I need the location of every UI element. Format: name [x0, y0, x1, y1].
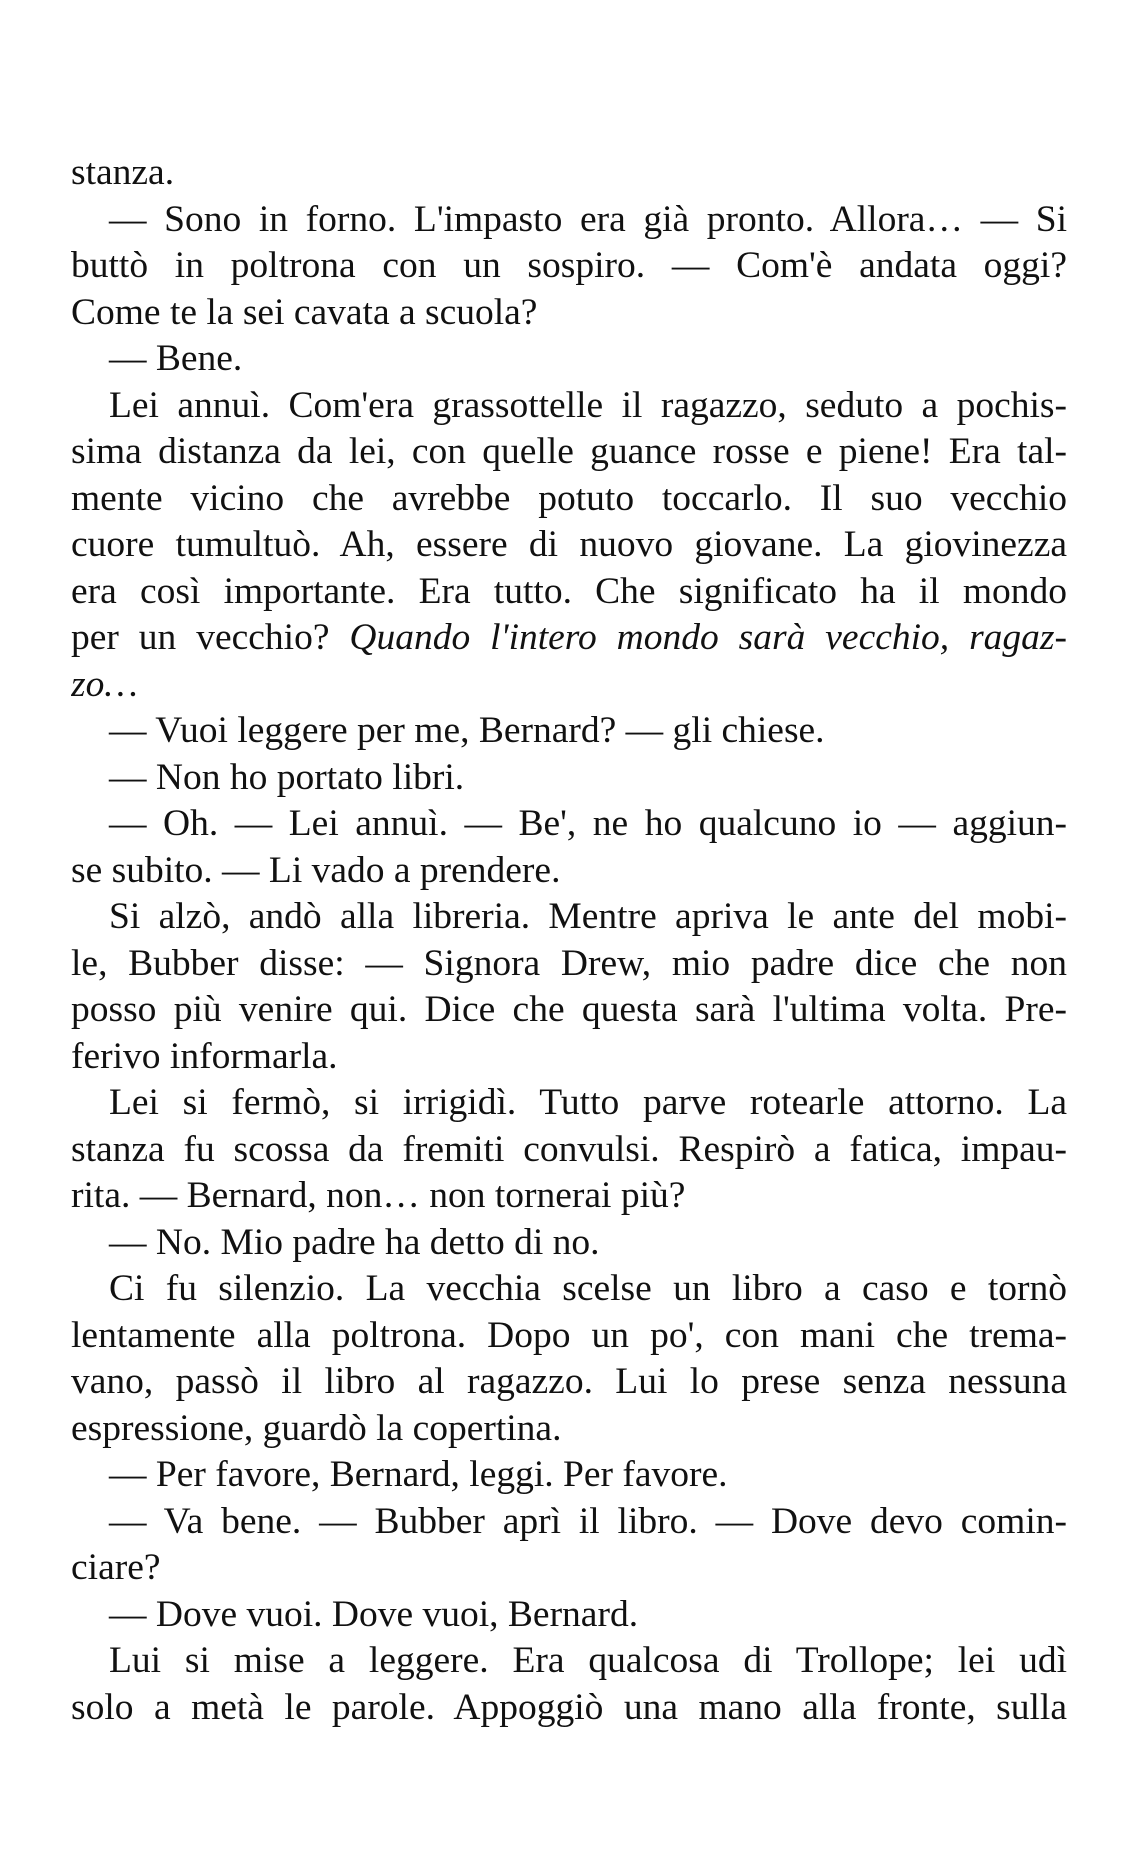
text-line: se subito. — Li vado a prendere.	[71, 849, 561, 891]
text-line: — Va bene. — Bubber aprì il libro. — Dove devo comin-	[109, 1500, 1067, 1542]
page-text	[71, 150, 1067, 1731]
text-line: era così importante. Era tutto. Che significato ha il mondo	[71, 570, 1067, 612]
text-line: — No. Mio padre ha detto di no.	[109, 1221, 600, 1263]
text-line: buttò in poltrona con un sospiro. — Com'è andata oggi?	[71, 245, 1067, 286]
text-line: le, Bubber disse: — Signora Drew, mio padre dice che non	[71, 942, 1067, 984]
text-line	[71, 662, 1067, 709]
text-line: vano, passò il libro al ragazzo. Lui lo prese senza nessuna	[71, 1361, 1067, 1402]
text-line: — Non ho portato libri.	[109, 756, 465, 798]
text-line: posso più venire qui. Dice che questa sarà l'ultima volta. Pre-	[71, 989, 1067, 1030]
text-line: stanza fu scossa da fremiti convulsi. Respirò a fatica, impau-	[71, 1128, 1067, 1170]
text-line: — Oh. — Lei annuì. — Be', ne ho qualcuno io — aggiun-	[109, 803, 1067, 844]
text-line: — Vuoi leggere per me, Bernard? — gli chiese.	[109, 710, 825, 751]
text-line: cuore tumultuò. Ah, essere di nuovo giovane. La giovinezza	[71, 524, 1067, 565]
text-line: Come te la sei cavata a scuola?	[71, 291, 538, 333]
text-line: Lui si mise a leggere. Era qualcosa di Trollope; lei udì	[109, 1640, 1067, 1681]
text-line: ferivo informarla.	[71, 1035, 338, 1077]
text-segment: per un vecchio?	[71, 617, 350, 658]
text-line: espressione, guardò la copertina.	[71, 1407, 562, 1449]
text-line: lentamente alla poltrona. Dopo un po', con mani che trema-	[71, 1314, 1067, 1356]
text-line: Lei si fermò, si irrigidì. Tutto parve rotearle attorno. La	[109, 1082, 1067, 1123]
text-line: Ci fu silenzio. La vecchia scelse un libro a caso e tornò	[109, 1268, 1067, 1309]
italic-text: zo…	[71, 663, 138, 705]
text-line	[71, 615, 1067, 662]
text-line: ciare?	[71, 1547, 161, 1588]
italic-text: Quando l'intero mondo sarà vecchio, ragaz-	[349, 617, 1067, 658]
text-line: — Dove vuoi. Dove vuoi, Bernard.	[109, 1593, 639, 1635]
text-line: sima distanza da lei, con quelle guance rosse e piene! Era tal-	[71, 431, 1067, 472]
text-line: stanza.	[71, 152, 175, 193]
text-line: mente vicino che avrebbe potuto toccarlo. Il suo vecchio	[71, 477, 1067, 519]
text-line: Lei annuì. Com'era grassottelle il ragazzo, seduto a pochis-	[109, 384, 1067, 426]
text-line: Si alzò, andò alla libreria. Mentre apriva le ante del mobi-	[109, 896, 1067, 937]
text-line: solo a metà le parole. Appoggiò una mano alla fronte, sulla	[71, 1686, 1067, 1728]
text-line: — Per favore, Bernard, leggi. Per favore.	[109, 1454, 728, 1495]
text-line: — Bene.	[109, 338, 243, 379]
text-line: rita. — Bernard, non… non tornerai più?	[71, 1175, 686, 1216]
text-line: — Sono in forno. L'impasto era già pronto. Allora… — Si	[109, 198, 1067, 240]
